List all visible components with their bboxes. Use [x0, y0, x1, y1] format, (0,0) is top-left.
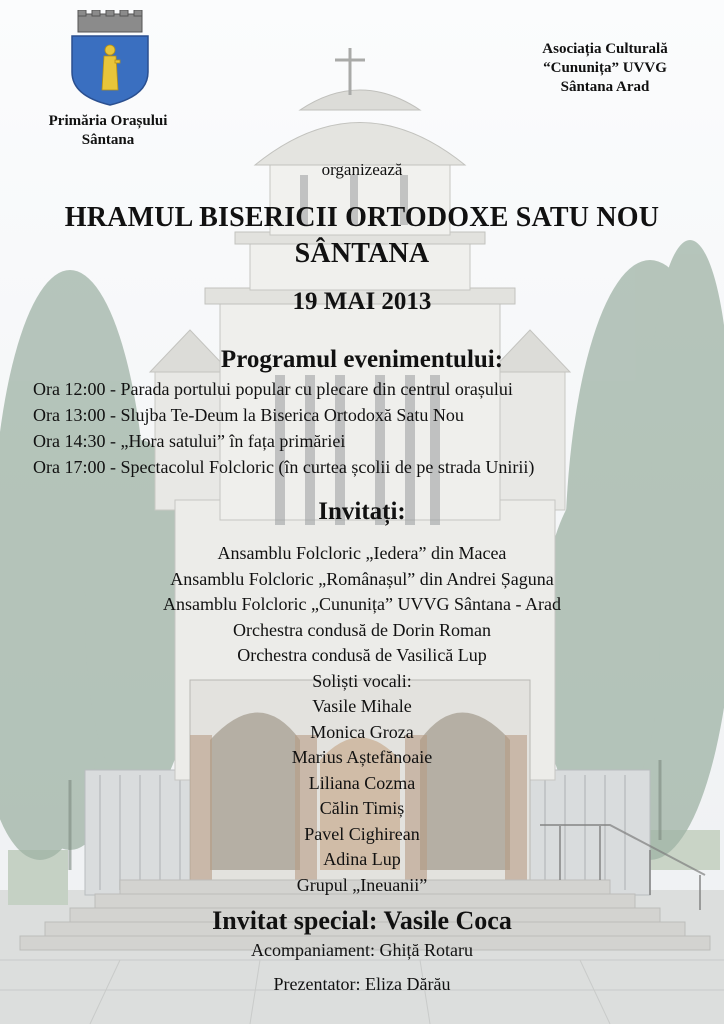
- event-title-line-1: HRAMUL BISERICII ORTODOXE SATU NOU: [64, 202, 660, 233]
- guests-list: [0, 541, 724, 898]
- program-item: Ora 14:30 - „Hora satului” în fața primăriei: [33, 431, 346, 451]
- program-item: Ora 13:00 - Slujba Te-Deum la Biserica Ortodoxă Satu Nou: [33, 405, 464, 425]
- organizes-text: organizează: [321, 160, 403, 179]
- guest-item: Monica Groza: [310, 721, 414, 742]
- guest-item: Marius Aștefănoaie: [291, 747, 433, 767]
- guest-item: Adina Lup: [323, 849, 401, 869]
- guest-item: Vasile Mihale: [312, 696, 412, 716]
- special-guest: Invitat special: Vasile Coca: [212, 906, 512, 935]
- association-line-3: Sântana Arad: [560, 79, 650, 95]
- event-date: 19 MAI 2013: [292, 288, 432, 315]
- guest-item: Orchestra condusă de Vasilică Lup: [237, 645, 487, 665]
- santana-coat-of-arms-icon: [68, 10, 152, 106]
- association-line-1: Asociația Culturală: [542, 41, 668, 57]
- program-item: Ora 17:00 - Spectacolul Folcloric (în curtea școlii de pe strada Unirii): [33, 457, 535, 477]
- guest-item: Orchestra condusă de Dorin Roman: [233, 619, 491, 640]
- town-hall-line-1: Primăria Orașului: [48, 113, 168, 129]
- guest-item: Ansamblu Folcloric „Cununița” UVVG Sântana - Arad: [163, 594, 561, 614]
- guests-heading: Invitați:: [318, 498, 406, 525]
- town-hall-line-2: Sântana: [81, 132, 135, 148]
- guest-item: Soliști vocali:: [312, 670, 412, 691]
- guest-item: Călin Timiș: [319, 798, 405, 818]
- guest-item: Ansamblu Folcloric „Românașul” din Andrei Șaguna: [170, 568, 554, 589]
- program-heading: Programul evenimentului:: [220, 346, 504, 373]
- event-title: [0, 200, 724, 272]
- guest-item: Grupul „Ineuanii”: [296, 874, 428, 895]
- guest-item: Liliana Cozma: [308, 772, 416, 793]
- cultural-association-header: [500, 40, 710, 97]
- guest-item: Pavel Cighirean: [304, 823, 420, 844]
- association-line-2: “Cununița” UVVG: [543, 60, 667, 76]
- presenter-text: Prezentator: Eliza Dărău: [273, 974, 451, 994]
- event-title-line-2: SÂNTANA: [294, 238, 430, 269]
- guest-item: Ansamblu Folcloric „Iedera” din Macea: [217, 543, 507, 563]
- accompaniment-text: Acompaniament: Ghiță Rotaru: [251, 940, 473, 960]
- program-item: Ora 12:00 - Parada portului popular cu plecare din centrul orașului: [33, 379, 513, 399]
- town-hall-header: [18, 112, 198, 150]
